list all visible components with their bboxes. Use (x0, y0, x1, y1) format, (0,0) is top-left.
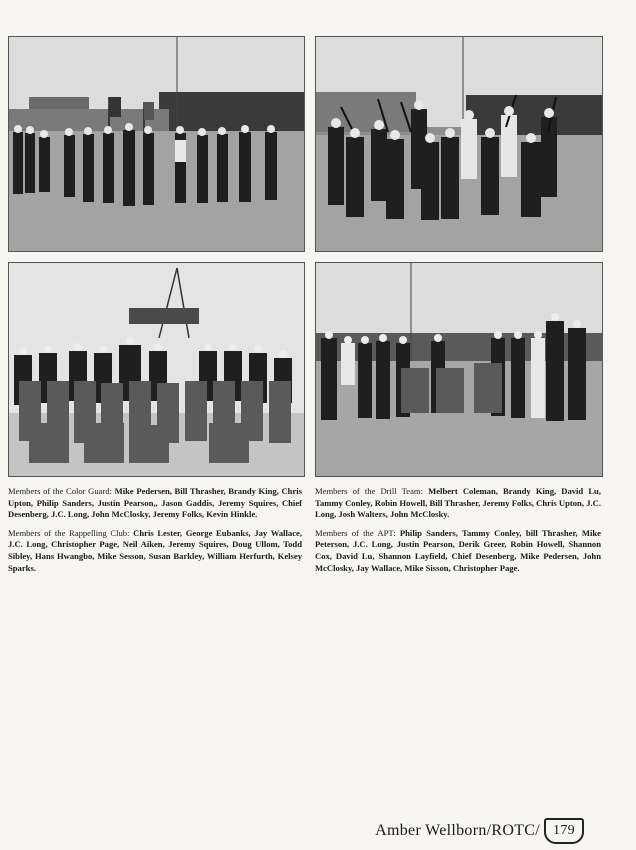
caption-column-right (315, 486, 601, 581)
color-guard-label: Members of the Color Guard: (8, 486, 113, 496)
page-number: 179 (544, 818, 584, 844)
rappelling-club-label: Members of the Rappelling Club: (8, 527, 130, 538)
color-guard-caption (8, 486, 302, 521)
apt-caption (315, 528, 601, 574)
page-footer (330, 818, 584, 844)
photo-credit: Amber Wellborn/ROTC/ (375, 822, 540, 839)
drill-team-label: Members of the Drill Team: (315, 486, 423, 496)
drill-team-photo (315, 36, 603, 252)
caption-column-left (8, 486, 302, 581)
apt-label: Members of the APT: (315, 527, 396, 538)
color-guard-photo (8, 36, 305, 252)
rappelling-club-caption (8, 528, 302, 574)
rappelling-club-names: Chris Lester, George Eubanks, Jay Wallace, J.C. Long, Christopher Page, Neil Aiken, Jeremy Squires, Doug Ullom, Todd Sibley, Hans Hwangbo, Mike Sesson, Susan Barkley, William Herfurth, Kelsey Sparks. (8, 527, 302, 573)
drill-team-names: Melbert Coleman, Brandy King, David Lu, Tammy Conley, Robin Howell, Bill Thrasher, Jeremy Folks, Chris Upton, J.C. Long, Josh Walters, John McClosky. (315, 486, 601, 520)
rappelling-club-photo (8, 262, 305, 477)
apt-photo (315, 262, 603, 477)
apt-names: Philip Sanders, Tammy Conley, bill Thrasher, Mike Peterson, J.C. Long, Justin Pearson, Derik Greer, Robin Howell, Shannon Cox, David Lu, Shannon Layfield, Chief Desenberg, Mike Pedersen, John McClosky, Jay Wallace, Mike Sisson, Christopher Page. (315, 527, 601, 573)
color-guard-names: Mike Pedersen, Bill Thrasher, Brandy King, Chris Upton, Philip Sanders, Justin Pearson,, Jason Gaddis, Jeremy Squires, Chief Desenberg, J.C. Long, John McClosky, Jeremy Folks, Kevin Hinkle. (8, 486, 303, 520)
drill-team-caption (315, 486, 601, 521)
